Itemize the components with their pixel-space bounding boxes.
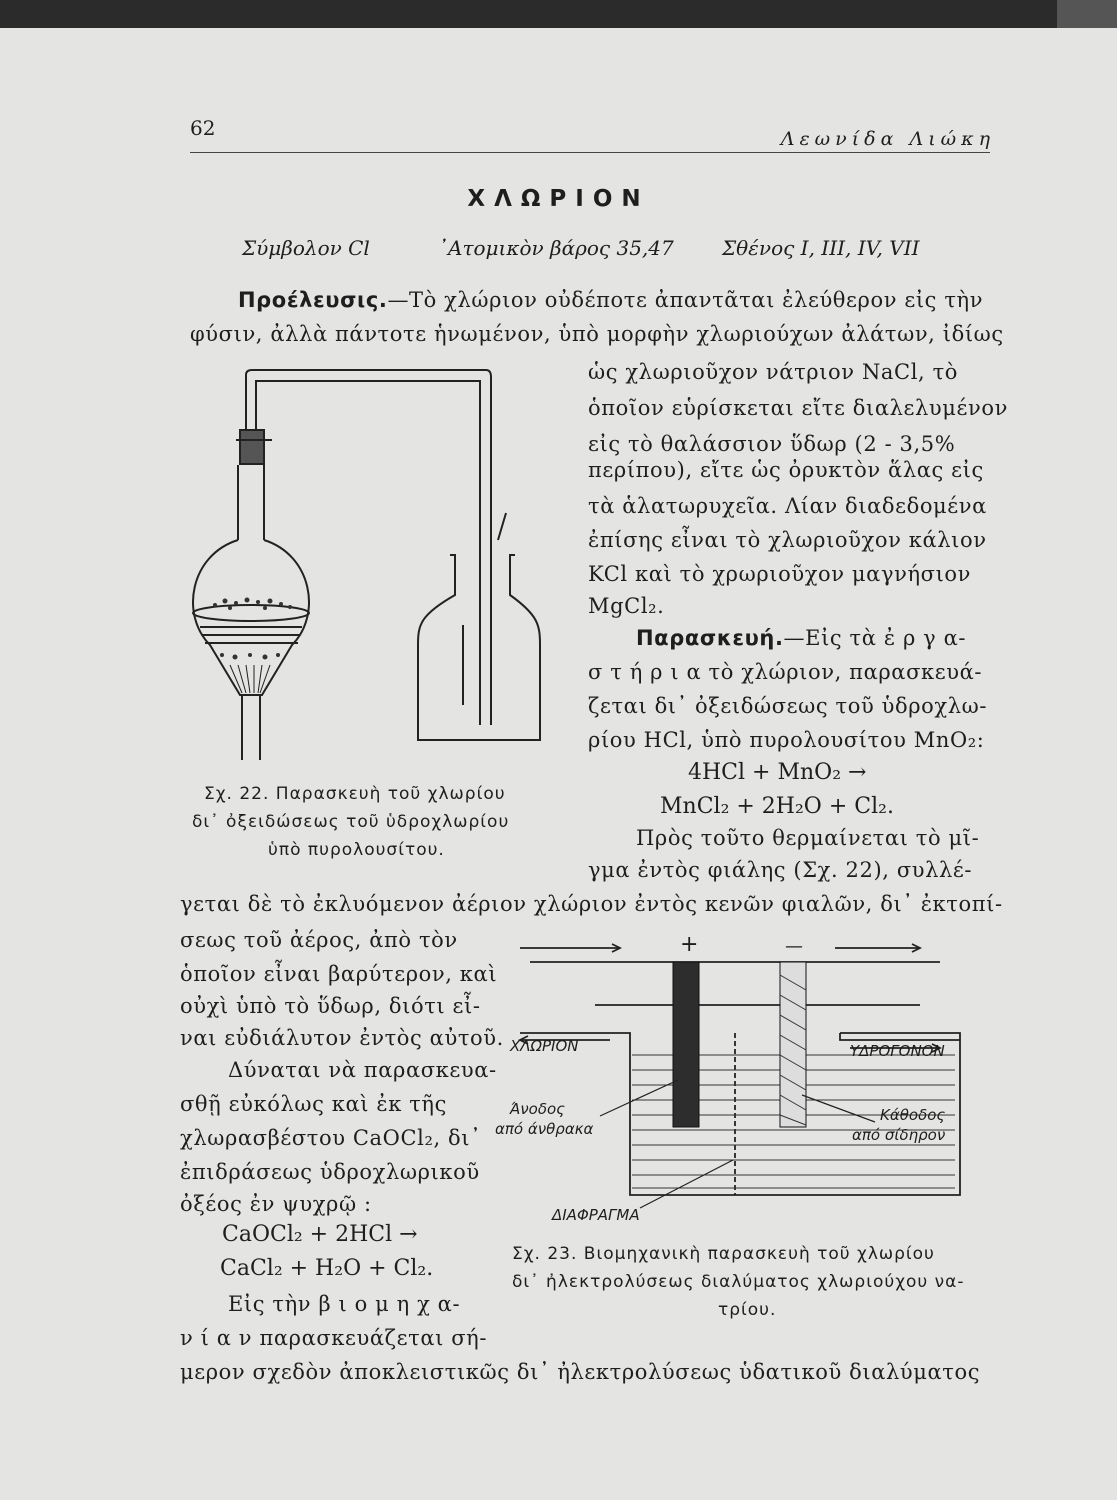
hydrogen-label: ΥΔΡΟΓΟΝΟΝ bbox=[850, 1042, 945, 1060]
left-col-line-0: σεως τοῦ ἀέρος, ἀπὸ τὸν bbox=[180, 928, 458, 952]
last-line: μερον σχεδὸν ἀποκλειστικῶς δι᾿ ἠλεκτρολύσεως ὑδατικοῦ διαλύματος bbox=[180, 1360, 981, 1384]
left-col-line-7: ἐπιδράσεως ὑδροχλωρικοῦ bbox=[180, 1160, 480, 1184]
prep-line-0: —Εἰς τὰ ἐ ρ γ α- bbox=[783, 626, 967, 650]
left-col-line-4: Δύναται νὰ παρασκευα- bbox=[228, 1058, 497, 1082]
chlorine-label: ΧΛΩΡΙΟΝ bbox=[510, 1037, 579, 1055]
left-col-line-1: ὁποῖον εἶναι βαρύτερον, καὶ bbox=[180, 962, 498, 986]
origin-line-1: φύσιν, ἀλλὰ πάντοτε ἡνωμένον, ὑπὸ μορφὴν χλωριούχων ἀλάτων, ἰδίως bbox=[190, 322, 1004, 346]
figure-22-caption-0: Σχ. 22. Παρασκευὴ τοῦ χλωρίου bbox=[204, 784, 506, 804]
cathode-label-2: από σίδηρον bbox=[852, 1126, 946, 1144]
page-edge-shadow bbox=[1057, 0, 1117, 28]
anode-label-1: Άνοδος bbox=[510, 1100, 565, 1118]
equation2-line-b: CaCl₂ + H₂O + Cl₂. bbox=[220, 1256, 434, 1281]
prep-line-2: ζεται δι᾿ ὀξειδώσεως τοῦ ὑδροχλω- bbox=[588, 694, 988, 718]
figure-22-caption-1: δι᾿ ὀξειδώσεως τοῦ ὑδροχλωρίου bbox=[192, 812, 510, 832]
left-col-line-8: ὀξέος ἐν ψυχρῷ : bbox=[180, 1192, 372, 1216]
figure-23-caption-2: τρίου. bbox=[718, 1300, 777, 1320]
valence-text: Σθένος I, III, IV, VII bbox=[722, 236, 920, 260]
minus-label: — bbox=[785, 936, 803, 957]
origin-heading: Προέλευσις. bbox=[238, 288, 388, 312]
equation1-line-a: 4HCl + MnO₂ → bbox=[688, 760, 867, 785]
left-col-line-2: οὐχὶ ὑπὸ τὸ ὕδωρ, διότι εἶ- bbox=[180, 994, 481, 1018]
chapter-title: ΧΛΩΡΙΟΝ bbox=[467, 186, 650, 212]
origin-line-3: ὁποῖον εὑρίσκεται εἴτε διαλελυμένον bbox=[588, 396, 1008, 420]
left-col-line-6: χλωρασβέστου CaOCl₂, δι᾿ bbox=[180, 1126, 482, 1150]
equation2-line-a: CaOCl₂ + 2HCl → bbox=[222, 1222, 418, 1247]
prep-line2-0: Πρὸς τοῦτο θερμαίνεται τὸ μῖ- bbox=[636, 826, 980, 850]
page-number: 62 bbox=[190, 116, 216, 140]
atomic-weight-text: ᾿Ατομικὸν βάρος 35,47 bbox=[438, 236, 674, 260]
prep-line-3: ρίου HCl, ὑπὸ πυρολουσίτου MnO₂: bbox=[588, 728, 985, 752]
cathode-label-1: Κάθοδος bbox=[880, 1106, 946, 1124]
left-col-line-5: σθῇ εὐκόλως καὶ ἐκ τῆς bbox=[180, 1092, 447, 1116]
symbol-text: Σύμβολον Cl bbox=[242, 236, 370, 260]
figure-23-caption-0: Σχ. 23. Βιομηχανικὴ παρασκευὴ τοῦ χλωρίου bbox=[512, 1244, 935, 1264]
origin-line-4: εἰς τὸ θαλάσσιον ὕδωρ (2 - 3,5% bbox=[588, 432, 956, 456]
origin-line-6: τὰ ἁλατωρυχεῖα. Λίαν διαδεδομένα bbox=[588, 494, 987, 518]
anode-label-2: από άνθρακα bbox=[495, 1120, 594, 1138]
running-head: Λεωνίδα Λιώκη bbox=[780, 128, 995, 150]
header-rule bbox=[190, 152, 990, 153]
plus-label: + bbox=[680, 932, 699, 957]
origin-line-7: ἐπίσης εἶναι τὸ χλωριοῦχον κάλιον bbox=[588, 528, 987, 552]
origin-line-2: ὡς χλωριοῦχον νάτριον NaCl, τὸ bbox=[588, 360, 959, 384]
prep-line-1: σ τ ή ρ ι α τὸ χλώριον, παρασκευά- bbox=[588, 660, 983, 684]
diaphragm-label: ΔΙΑΦΡΑΓΜΑ bbox=[552, 1206, 640, 1224]
equation1-line-b: MnCl₂ + 2H₂O + Cl₂. bbox=[660, 794, 894, 819]
left-col2-line-0: Εἰς τὴν β ι ο μ η χ α- bbox=[228, 1292, 461, 1316]
prep-line2-2: γεται δὲ τὸ ἐκλυόμενον ἀέριον χλώριον ἐντὸς κενῶν φιαλῶν, δι᾿ ἐκτοπί- bbox=[180, 892, 1003, 916]
left-col-line-3: ναι εὐδιάλυτον ἐντὸς αὐτοῦ. bbox=[180, 1026, 504, 1050]
left-col2-line-1: ν ί α ν παρασκευάζεται σή- bbox=[180, 1326, 488, 1350]
origin-line-0: —Τὸ χλώριον οὐδέποτε ἀπαντᾶται ἐλεύθερον εἰς τὴν bbox=[387, 288, 984, 312]
figure-22-apparatus bbox=[180, 365, 560, 765]
figure-23-electrolysis bbox=[500, 930, 990, 1230]
prep-line2-1: γμα ἐντὸς φιάλης (Σχ. 22), συλλέ- bbox=[588, 858, 973, 882]
figure-23-caption-1: δι᾿ ἠλεκτρολύσεως διαλύματος χλωριούχου να- bbox=[512, 1272, 965, 1292]
origin-line-8: KCl καὶ τὸ χρωριοῦχον μαγνήσιον bbox=[588, 562, 972, 586]
origin-first-line bbox=[238, 288, 983, 312]
origin-line-5: περίπου), εἴτε ὡς ὀρυκτὸν ἅλας εἰς bbox=[588, 458, 984, 482]
prep-first-line bbox=[636, 626, 966, 650]
figure-22-caption-2: ὑπὸ πυρολουσίτου. bbox=[268, 840, 445, 860]
prep-heading: Παρασκευή. bbox=[636, 626, 784, 650]
origin-line-9: MgCl₂. bbox=[588, 594, 665, 618]
